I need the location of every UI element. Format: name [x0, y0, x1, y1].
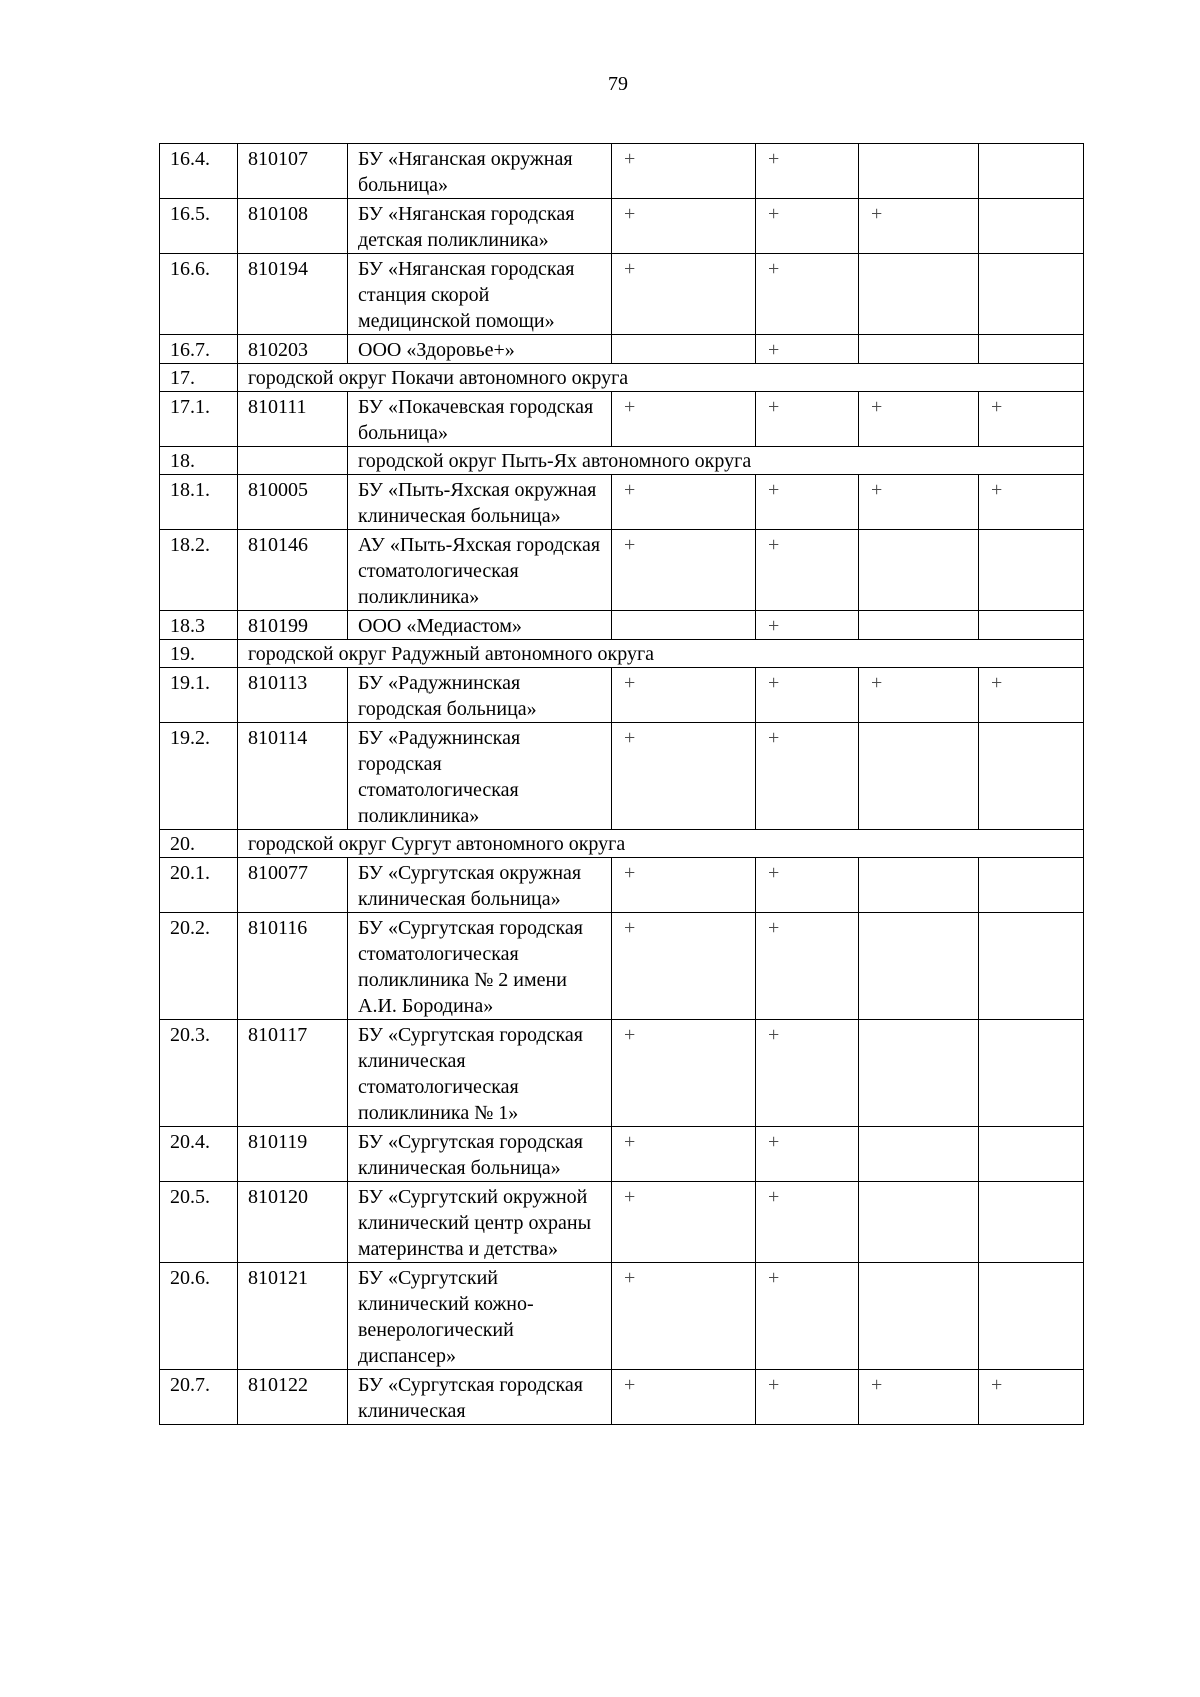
mark-cell-1: +: [612, 392, 756, 447]
registry-code-cell: 810077: [238, 858, 348, 913]
district-group-row: [160, 830, 1084, 858]
mark-cell-3: [859, 1127, 979, 1182]
mark-cell-3: [859, 335, 979, 364]
organization-name-cell: БУ «Сургутская городская стоматологическая поликлиника № 2 имени А.И. Бородина»: [348, 913, 612, 1020]
mark-cell-1: +: [612, 1020, 756, 1127]
mark-cell-3: [859, 530, 979, 611]
mark-cell-4: [979, 1127, 1084, 1182]
registry-code-cell: 810116: [238, 913, 348, 1020]
registry-code-cell: 810122: [238, 1370, 348, 1425]
mark-cell-2: +: [756, 913, 859, 1020]
mark-cell-3: [859, 1020, 979, 1127]
mark-cell-2: +: [756, 858, 859, 913]
organization-name-cell: БУ «Сургутская городская клиническая стоматологическая поликлиника № 1»: [348, 1020, 612, 1127]
mark-cell-1: +: [612, 668, 756, 723]
mark-cell-2: +: [756, 611, 859, 640]
mark-cell-4: +: [979, 668, 1084, 723]
organization-row: [160, 335, 1084, 364]
group-number-cell: 18.: [160, 447, 238, 475]
row-number-cell: 16.5.: [160, 199, 238, 254]
mark-cell-1: +: [612, 1263, 756, 1370]
registry-table-body: [160, 144, 1084, 1425]
mark-cell-2: +: [756, 1263, 859, 1370]
mark-cell-1: +: [612, 530, 756, 611]
mark-cell-3: [859, 1182, 979, 1263]
row-number-cell: 20.2.: [160, 913, 238, 1020]
row-number-cell: 20.6.: [160, 1263, 238, 1370]
organization-name-cell: БУ «Радужнинская городская больница»: [348, 668, 612, 723]
registry-code-cell: 810108: [238, 199, 348, 254]
organization-name-cell: ООО «Здоровье+»: [348, 335, 612, 364]
page-number: 79: [608, 73, 628, 95]
organization-name-cell: АУ «Пыть-Яхская городская стоматологическая поликлиника»: [348, 530, 612, 611]
mark-cell-2: +: [756, 199, 859, 254]
mark-cell-3: [859, 611, 979, 640]
organization-name-cell: БУ «Радужнинская городская стоматологическая поликлиника»: [348, 723, 612, 830]
registry-code-cell: 810199: [238, 611, 348, 640]
mark-cell-3: +: [859, 199, 979, 254]
registry-table: [159, 143, 1084, 1425]
mark-cell-4: [979, 199, 1084, 254]
mark-cell-1: +: [612, 199, 756, 254]
mark-cell-1: [612, 611, 756, 640]
mark-cell-2: +: [756, 1370, 859, 1425]
mark-cell-2: +: [756, 335, 859, 364]
mark-cell-2: +: [756, 475, 859, 530]
organization-name-cell: БУ «Сургутский окружной клинический центр охраны материнства и детства»: [348, 1182, 612, 1263]
mark-cell-3: +: [859, 1370, 979, 1425]
registry-code-cell: 810117: [238, 1020, 348, 1127]
group-number-cell: 19.: [160, 640, 238, 668]
row-number-cell: 19.1.: [160, 668, 238, 723]
group-title-cell: городской округ Покачи автономного округа: [238, 364, 1084, 392]
registry-code-cell: 810203: [238, 335, 348, 364]
organization-row: [160, 913, 1084, 1020]
row-number-cell: 16.7.: [160, 335, 238, 364]
organization-row: [160, 254, 1084, 335]
organization-name-cell: БУ «Пыть-Яхская окружная клиническая больница»: [348, 475, 612, 530]
mark-cell-4: +: [979, 392, 1084, 447]
organization-name-cell: БУ «Няганская городская детская поликлиника»: [348, 199, 612, 254]
registry-code-cell: 810119: [238, 1127, 348, 1182]
organization-row: [160, 1263, 1084, 1370]
mark-cell-4: [979, 723, 1084, 830]
row-number-cell: 20.1.: [160, 858, 238, 913]
row-number-cell: 20.3.: [160, 1020, 238, 1127]
mark-cell-1: +: [612, 723, 756, 830]
mark-cell-1: +: [612, 1182, 756, 1263]
organization-name-cell: ООО «Медиастом»: [348, 611, 612, 640]
registry-code-cell: 810146: [238, 530, 348, 611]
row-number-cell: 18.3: [160, 611, 238, 640]
mark-cell-2: +: [756, 254, 859, 335]
row-number-cell: 20.7.: [160, 1370, 238, 1425]
mark-cell-1: +: [612, 913, 756, 1020]
mark-cell-1: +: [612, 1370, 756, 1425]
organization-row: [160, 1182, 1084, 1263]
mark-cell-2: +: [756, 144, 859, 199]
row-number-cell: 20.4.: [160, 1127, 238, 1182]
registry-code-cell: 810005: [238, 475, 348, 530]
organization-name-cell: БУ «Покачевская городская больница»: [348, 392, 612, 447]
row-number-cell: 17.1.: [160, 392, 238, 447]
mark-cell-3: +: [859, 475, 979, 530]
organization-row: [160, 1127, 1084, 1182]
mark-cell-2: +: [756, 392, 859, 447]
mark-cell-3: +: [859, 668, 979, 723]
mark-cell-2: +: [756, 1020, 859, 1127]
row-number-cell: 18.1.: [160, 475, 238, 530]
organization-row: [160, 530, 1084, 611]
mark-cell-3: +: [859, 392, 979, 447]
row-number-cell: 20.5.: [160, 1182, 238, 1263]
mark-cell-2: +: [756, 668, 859, 723]
organization-name-cell: БУ «Сургутская окружная клиническая больница»: [348, 858, 612, 913]
organization-row: [160, 1370, 1084, 1425]
mark-cell-1: +: [612, 475, 756, 530]
mark-cell-1: +: [612, 254, 756, 335]
group-title-cell: городской округ Радужный автономного округа: [238, 640, 1084, 668]
organization-name-cell: БУ «Сургутский клинический кожно-венерологический диспансер»: [348, 1263, 612, 1370]
registry-code-cell: 810111: [238, 392, 348, 447]
organization-name-cell: БУ «Сургутская городская клиническая больница»: [348, 1127, 612, 1182]
mark-cell-4: [979, 858, 1084, 913]
registry-code-cell: 810194: [238, 254, 348, 335]
mark-cell-2: +: [756, 1127, 859, 1182]
mark-cell-3: [859, 913, 979, 1020]
organization-row: [160, 144, 1084, 199]
organization-row: [160, 668, 1084, 723]
row-number-cell: 16.6.: [160, 254, 238, 335]
mark-cell-1: +: [612, 1127, 756, 1182]
mark-cell-4: [979, 144, 1084, 199]
mark-cell-4: [979, 254, 1084, 335]
mark-cell-1: [612, 335, 756, 364]
mark-cell-1: +: [612, 144, 756, 199]
mark-cell-3: [859, 1263, 979, 1370]
organization-row: [160, 392, 1084, 447]
mark-cell-3: [859, 858, 979, 913]
mark-cell-3: [859, 723, 979, 830]
mark-cell-2: +: [756, 530, 859, 611]
organization-row: [160, 199, 1084, 254]
mark-cell-1: +: [612, 858, 756, 913]
mark-cell-2: +: [756, 723, 859, 830]
district-group-row: [160, 364, 1084, 392]
registry-code-cell: 810107: [238, 144, 348, 199]
organization-name-cell: БУ «Няганская окружная больница»: [348, 144, 612, 199]
mark-cell-4: [979, 530, 1084, 611]
registry-code-cell: 810121: [238, 1263, 348, 1370]
organization-name-cell: БУ «Няганская городская станция скорой медицинской помощи»: [348, 254, 612, 335]
organization-row: [160, 858, 1084, 913]
mark-cell-4: [979, 1263, 1084, 1370]
organization-name-cell: БУ «Сургутская городская клиническая: [348, 1370, 612, 1425]
organization-row: [160, 475, 1084, 530]
group-title-cell: городской округ Сургут автономного округа: [238, 830, 1084, 858]
mark-cell-2: +: [756, 1182, 859, 1263]
row-number-cell: 19.2.: [160, 723, 238, 830]
organization-row: [160, 1020, 1084, 1127]
group-number-cell: 17.: [160, 364, 238, 392]
mark-cell-3: [859, 254, 979, 335]
registry-code-cell: 810120: [238, 1182, 348, 1263]
group-empty-cell: [238, 447, 348, 475]
mark-cell-4: +: [979, 1370, 1084, 1425]
mark-cell-4: [979, 1182, 1084, 1263]
row-number-cell: 18.2.: [160, 530, 238, 611]
registry-code-cell: 810113: [238, 668, 348, 723]
group-number-cell: 20.: [160, 830, 238, 858]
registry-code-cell: 810114: [238, 723, 348, 830]
mark-cell-4: [979, 611, 1084, 640]
row-number-cell: 16.4.: [160, 144, 238, 199]
district-group-row: [160, 640, 1084, 668]
mark-cell-3: [859, 144, 979, 199]
organization-row: [160, 723, 1084, 830]
mark-cell-4: [979, 335, 1084, 364]
organization-row: [160, 611, 1084, 640]
mark-cell-4: [979, 913, 1084, 1020]
mark-cell-4: [979, 1020, 1084, 1127]
district-group-row: [160, 447, 1084, 475]
group-title-cell: городской округ Пыть-Ях автономного округа: [348, 447, 1084, 475]
mark-cell-4: +: [979, 475, 1084, 530]
